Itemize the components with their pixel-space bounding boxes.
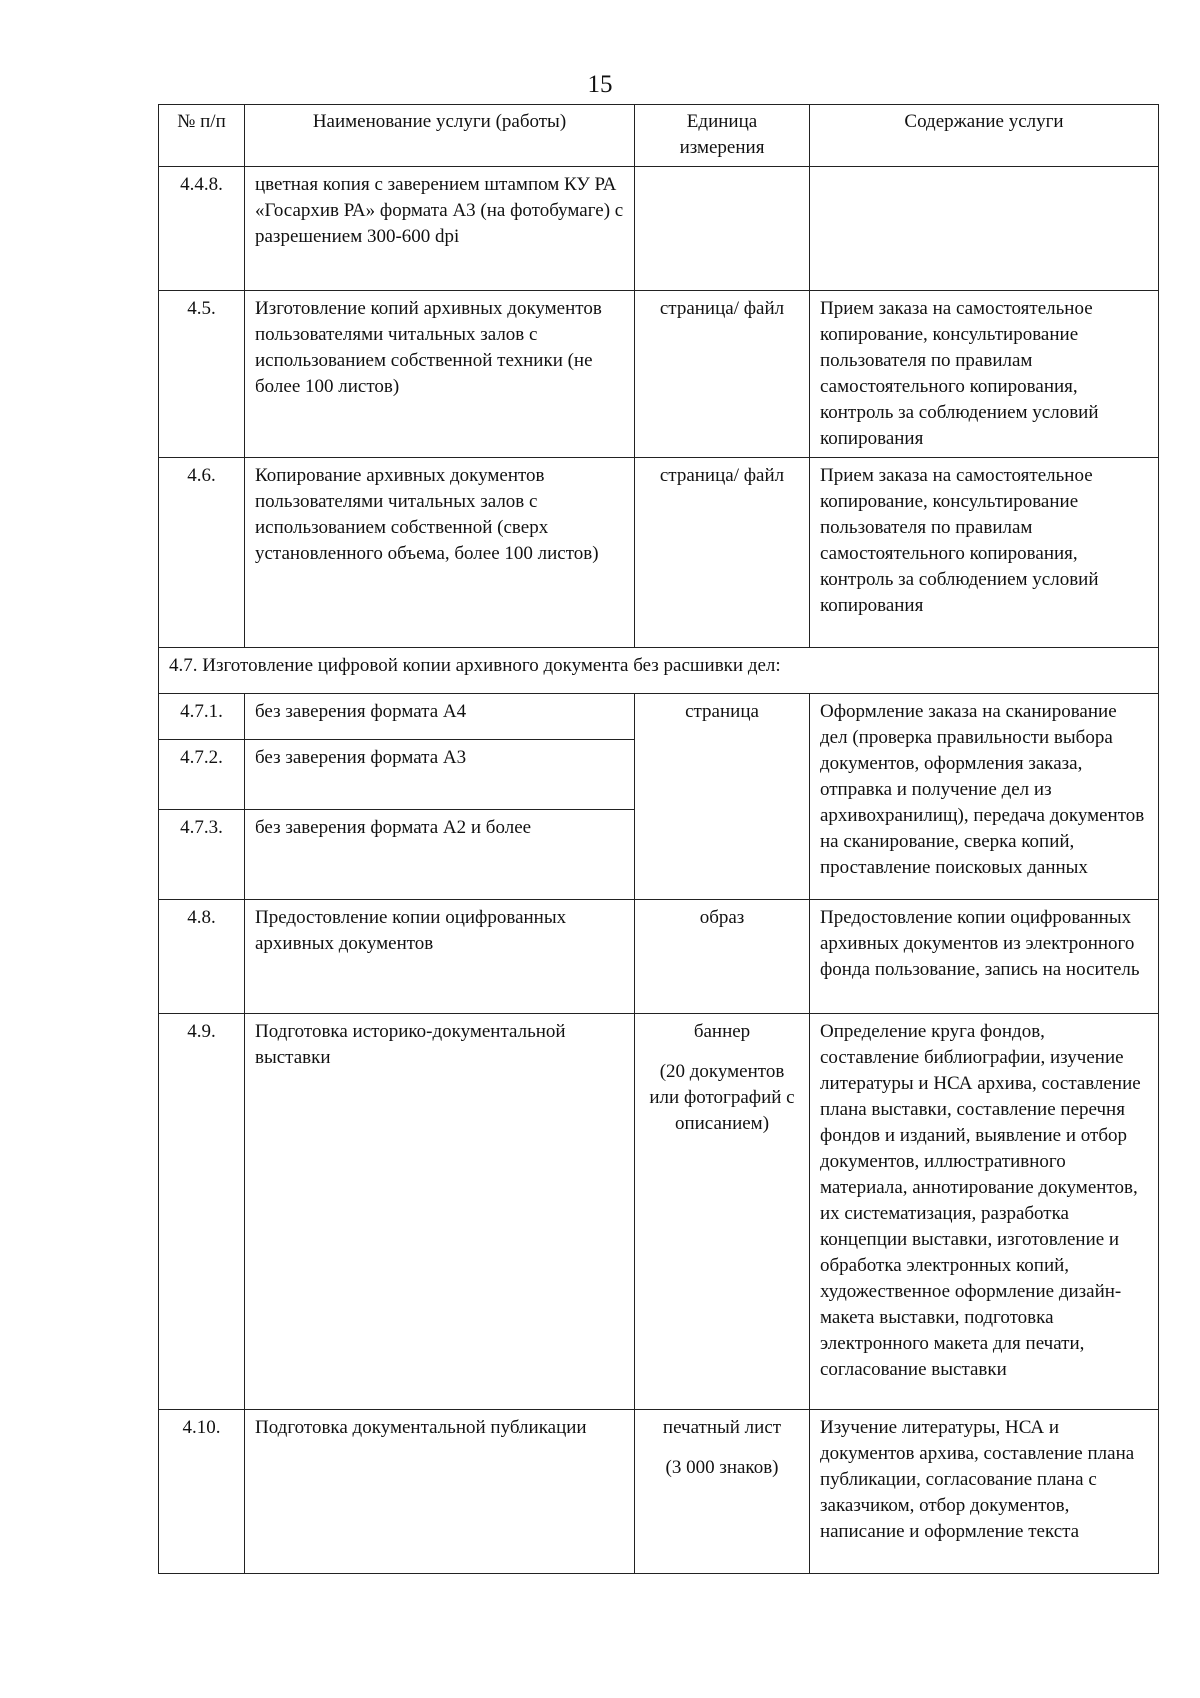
table-row <box>159 1410 1159 1574</box>
row-unit: страница/ файл <box>635 458 810 648</box>
row-unit: страница <box>635 694 810 900</box>
row-unit <box>635 1014 810 1410</box>
row-name: без заверения формата А3 <box>245 740 635 810</box>
row-unit <box>635 1410 810 1574</box>
section-row <box>159 648 1159 694</box>
table-row <box>159 1014 1159 1410</box>
row-content: Определение круга фондов, составление библиографии, изучение литературы и НСА архива, составление плана выставки, составление перечня фондов и изданий, выявление и отбор документов, иллюстративного материала, аннотирование документов, их систематизация, разработка концепции выставки, изготовление и обработка электронных копий, художественное оформление дизайн-макета выставки, подготовка электронного макета для печати, согласование выставки <box>810 1014 1159 1410</box>
section-title: 4.7. Изготовление цифровой копии архивного документа без расшивки дел: <box>159 648 1159 694</box>
header-num: № п/п <box>159 105 245 167</box>
table-row <box>159 291 1159 458</box>
row-name: Подготовка документальной публикации <box>245 1410 635 1574</box>
unit-main: печатный лист <box>662 1417 782 1438</box>
header-name: Наименование услуги (работы) <box>245 105 635 167</box>
row-name: цветная копия с заверением штампом КУ РА «Госархив РА» формата А3 (на фотобумаге) с разрешением 300-600 dpi <box>245 167 635 291</box>
row-content: Прием заказа на самостоятельное копирование, консультирование пользователя по правилам самостоятельного копирования, контроль за соблюдением условий копирования <box>810 291 1159 458</box>
row-content: Прием заказа на самостоятельное копирование, консультирование пользователя по правилам самостоятельного копирования, контроль за соблюдением условий копирования <box>810 458 1159 648</box>
row-unit: образ <box>635 900 810 1014</box>
row-name: Подготовка историко-документальной выставки <box>245 1014 635 1410</box>
row-content <box>810 167 1159 291</box>
row-num: 4.4.8. <box>159 167 245 291</box>
page-number: 15 <box>587 71 613 98</box>
table-row <box>159 694 1159 740</box>
unit-note: (3 000 знаков) <box>665 1457 779 1478</box>
row-num: 4.9. <box>159 1014 245 1410</box>
row-name: Копирование архивных документов пользователями читальных залов с использованием собственной (сверх установленного объема, более 100 листов) <box>245 458 635 648</box>
row-num: 4.7.3. <box>159 810 245 900</box>
row-content: Изучение литературы, НСА и документов архива, составление плана публикации, согласование плана с заказчиком, отбор документов, написание и оформление текста <box>810 1410 1159 1574</box>
header-unit: Единица измерения <box>635 105 810 167</box>
row-content: Оформление заказа на сканирование дел (проверка правильности выбора документов, оформления заказа, отправка и получение дел из архивохранилищ), передача документов на сканирование, сверка копий, проставление поисковых данных <box>810 694 1159 900</box>
row-name: без заверения формата А2 и более <box>245 810 635 900</box>
row-content: Предостовление копии оцифрованных архивных документов из электронного фонда пользование, запись на носитель <box>810 900 1159 1014</box>
header-content: Содержание услуги <box>810 105 1159 167</box>
row-unit: страница/ файл <box>635 291 810 458</box>
row-unit <box>635 167 810 291</box>
table-row <box>159 900 1159 1014</box>
table-header <box>159 105 1159 167</box>
unit-note: (20 документов или фотографий с описанием) <box>649 1061 795 1134</box>
row-num: 4.7.2. <box>159 740 245 810</box>
row-num: 4.7.1. <box>159 694 245 740</box>
row-name: без заверения формата А4 <box>245 694 635 740</box>
unit-main: баннер <box>693 1021 751 1042</box>
row-num: 4.10. <box>159 1410 245 1574</box>
table-row <box>159 458 1159 648</box>
row-name: Предостовление копии оцифрованных архивных документов <box>245 900 635 1014</box>
services-table <box>158 104 1159 1574</box>
row-num: 4.5. <box>159 291 245 458</box>
row-name: Изготовление копий архивных документов пользователями читальных залов с использованием собственной техники (не более 100 листов) <box>245 291 635 458</box>
row-num: 4.6. <box>159 458 245 648</box>
table-row <box>159 167 1159 291</box>
row-num: 4.8. <box>159 900 245 1014</box>
